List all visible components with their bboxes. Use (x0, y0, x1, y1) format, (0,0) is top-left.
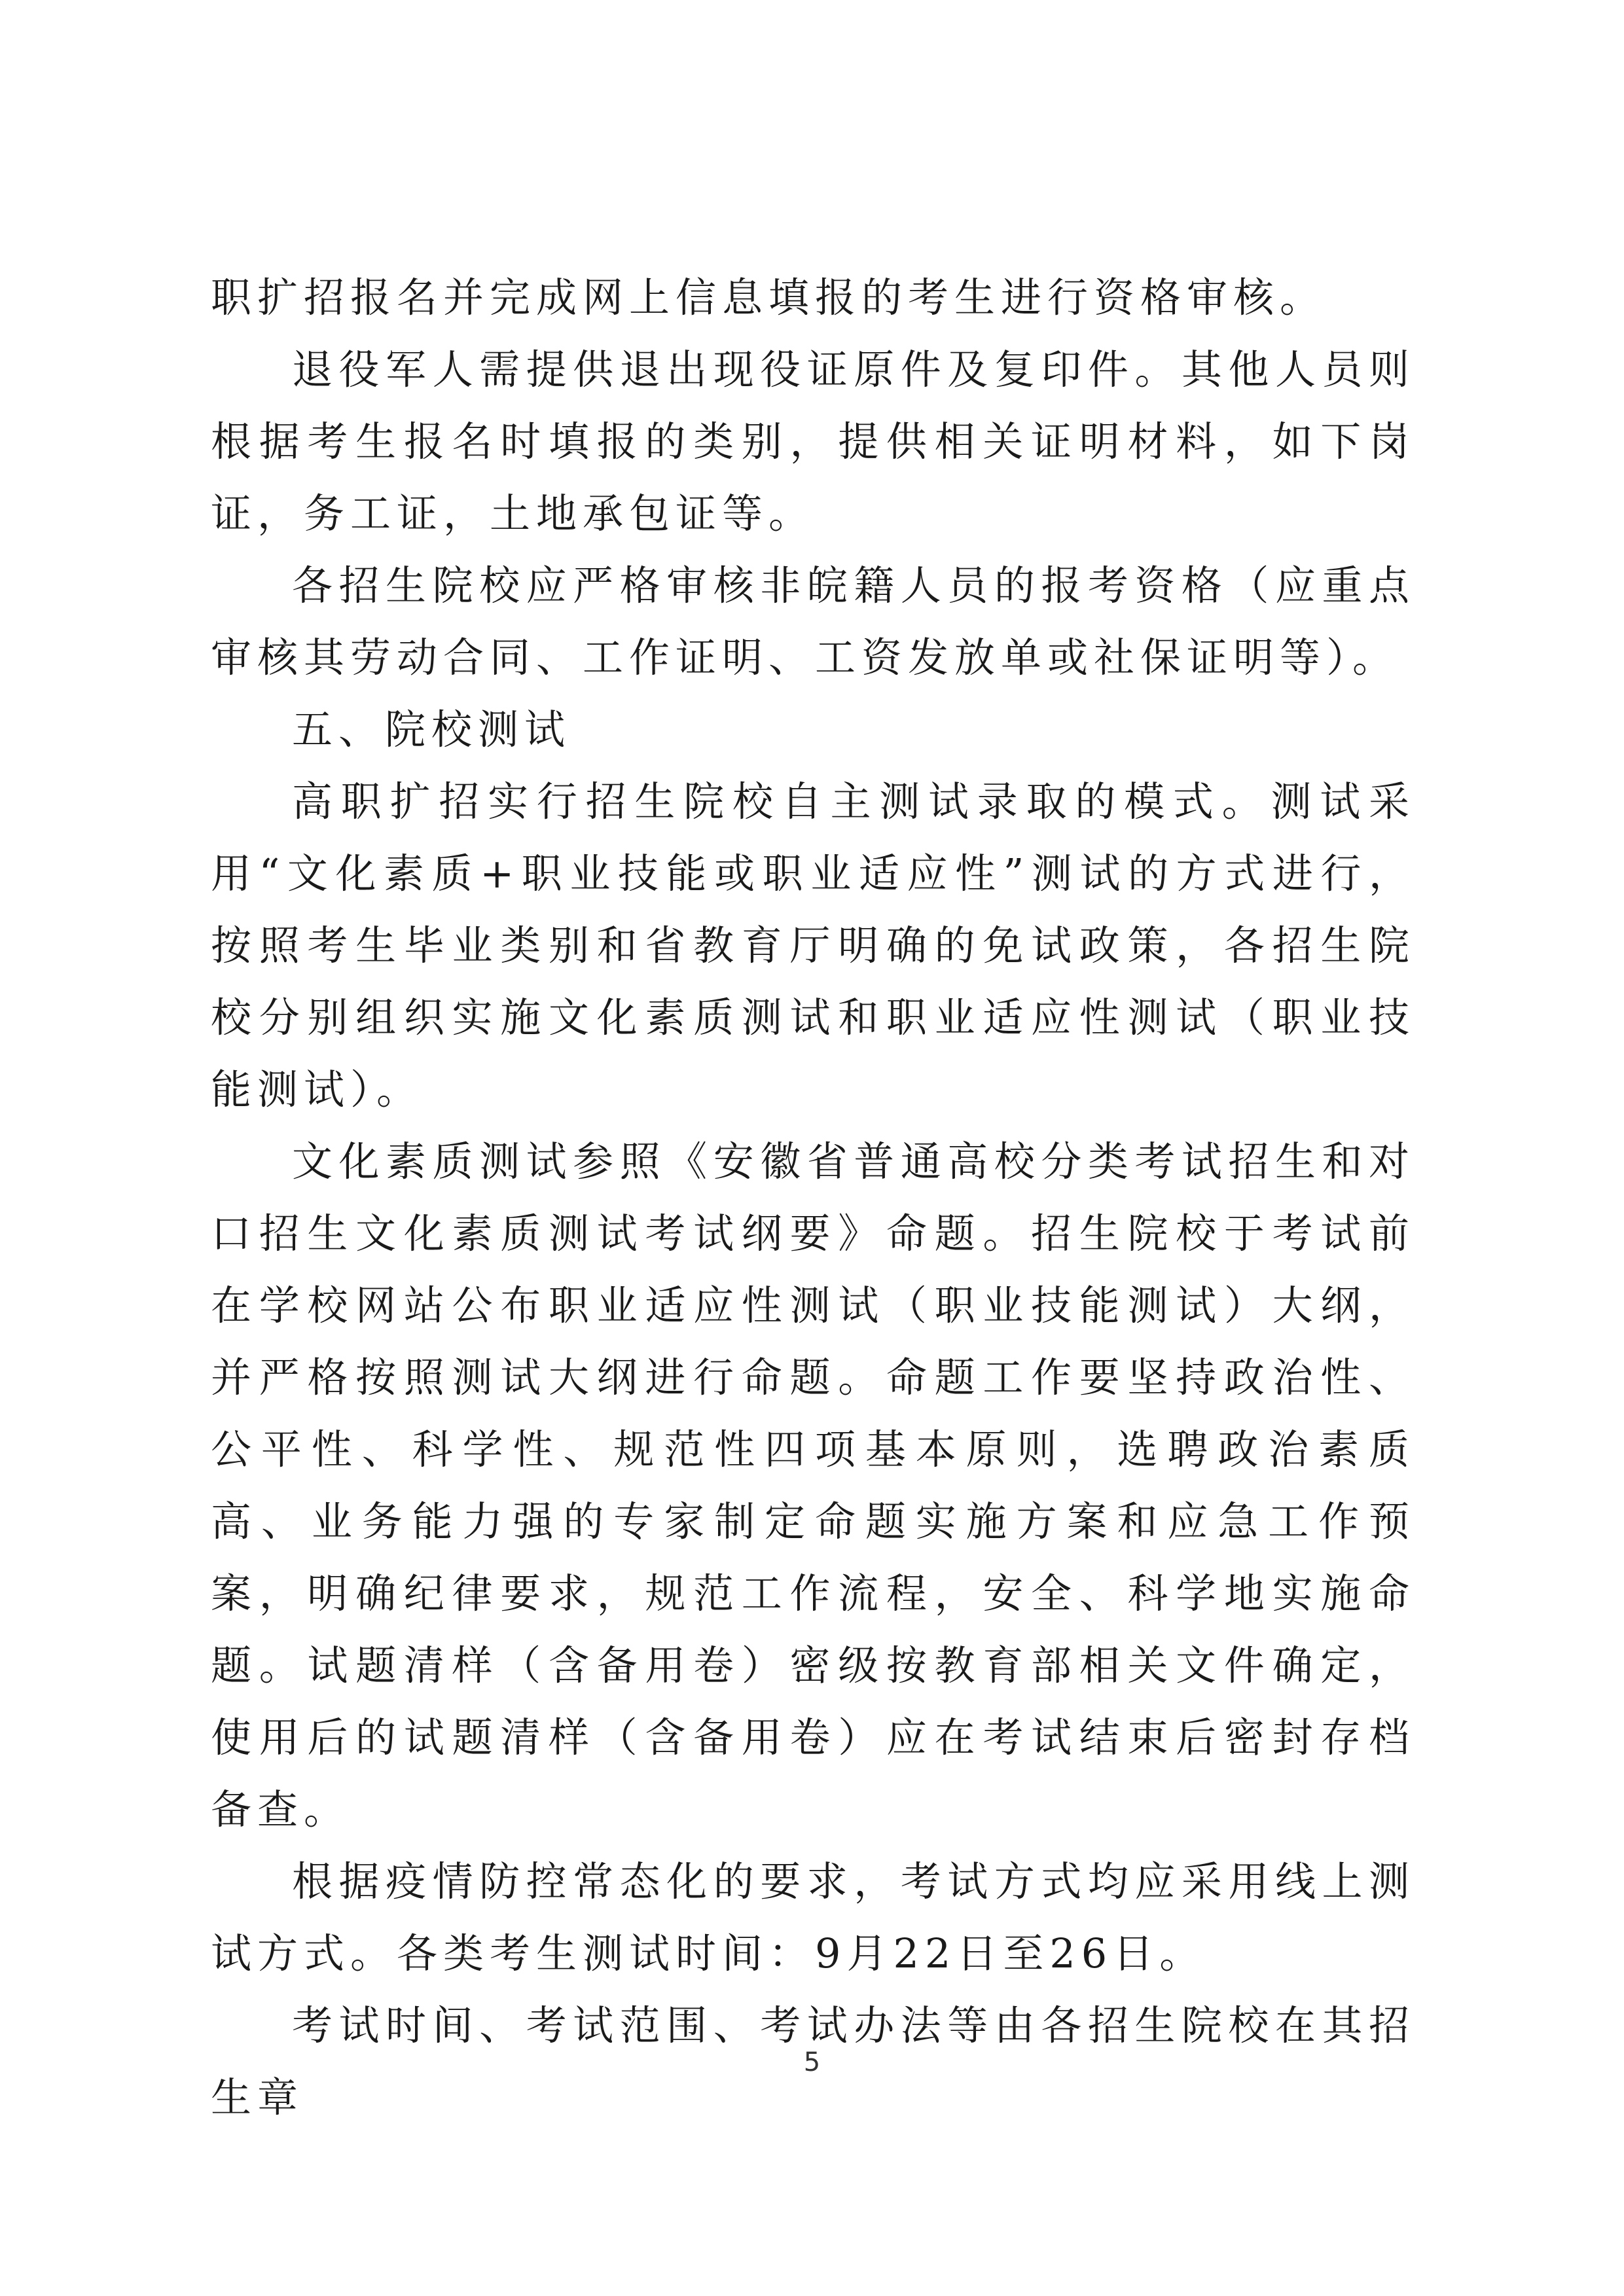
section-heading-school-test: 五、院校测试 (292, 706, 571, 753)
page-number: 5 (803, 2047, 821, 2077)
paragraph-online-test: 根据疫情防控常态化的要求，考试方式均应采用线上测试方式。各类考生测试时间：9月22日至26日。 (211, 1857, 1415, 1977)
paragraph-culture-test: 文化素质测试参照《安徽省普通高校分类考试招生和对口招生文化素质测试考试纲要》命题。招生院校于考试前在学校网站公布职业适应性测试（职业技能测试）大纲，并严格按照测试大纲进行命题。命题工作要坚持政治性、公平性、科学性、规范性四项基本原则，选聘政治素质高、业务能力强的专家制定命题实施方案和应急工作预案，明确纪律要求，规范工作流程，安全、科学地实施命题。试题清样（含备用卷）密级按教育部相关文件确定，使用后的试题清样（含备用卷）应在考试结束后密封存档备查。 (211, 1138, 1415, 1833)
paragraph-test-mode: 高职扩招实行招生院校自主测试录取的模式。测试采用“文化素质+职业技能或职业适应性”测试的方式进行，按照考生毕业类别和省教育厅明确的免试政策，各招生院校分别组织实施文化素质测试和职业适应性测试（职业技能测试）。 (211, 778, 1415, 1113)
paragraph-veterans: 退役军人需提供退出现役证原件及复印件。其他人员则根据考生报名时填报的类别，提供相关证明材料，如下岗证，务工证，土地承包证等。 (211, 346, 1415, 537)
paragraph-non-anhui: 各招生院校应严格审核非皖籍人员的报考资格（应重点审核其劳动合同、工作证明、工资发放单或社保证明等）。 (211, 562, 1415, 681)
paragraph-continuation: 职扩招报名并完成网上信息填报的考生进行资格审核。 (211, 274, 1327, 321)
body-text (211, 262, 1415, 2134)
paragraph-exam-time: 考试时间、考试范围、考试办法等由各招生院校在其招生章 (211, 2001, 1415, 2121)
